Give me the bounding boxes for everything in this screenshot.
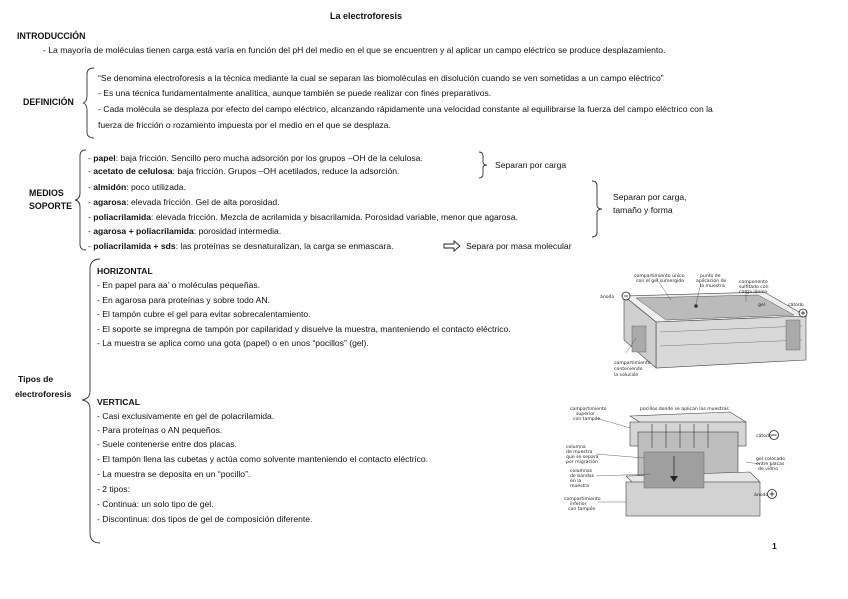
horizontal-electrophoresis-figure: [596, 268, 816, 386]
medio-agarosa-poliacrilamida: - agarosa + poliacrilamida: porosidad intermedia.: [88, 226, 282, 236]
vertical-line-2: - Para proteínas o AN pequeños.: [97, 425, 223, 435]
right-arrow-icon: [443, 240, 461, 252]
horizontal-line-4: - El soporte se impregna de tampón por capilaridad y disuelve la muestra, manteniendo el contacto eléctrico.: [97, 324, 511, 334]
fig-v-gel3: de vidrio: [758, 467, 779, 472]
vertical-electrophoresis-figure: [560, 402, 796, 532]
fig-v-l1c: con tampón: [573, 417, 601, 422]
tipos-label-2: electroforesis: [15, 389, 72, 399]
fig-v-gel2: entre placas: [756, 462, 785, 467]
vertical-heading: VERTICAL: [97, 397, 140, 407]
definicion-line-2: - Es una técnica fundamentalmente analítica, aunque también se puede realizar con fines preparativos.: [98, 88, 492, 98]
vertical-line-1: - Casi exclusivamente en gel de polacrilamida.: [97, 411, 275, 421]
fig-h-bottom1c: la solución: [614, 373, 639, 378]
vertical-line-5: - La muestra se deposita en un “pocillo”.: [97, 469, 251, 479]
vertical-line-7: - Continua: un solo tipo de gel.: [97, 499, 214, 509]
fig-v-l4c: con tampón: [568, 507, 596, 512]
fig-h-top3b: sulfitado con: [739, 285, 769, 290]
horizontal-heading: HORIZONTAL: [97, 266, 153, 276]
fig-v-l2c: que se separa: [566, 455, 599, 460]
fig-h-top2b: aplicación de: [696, 279, 727, 284]
definicion-line-3: - Cada molécula se desplaza por efecto del campo eléctrico, alcanzando rápidamente una velocidad constante al equilibrarse la fuerza del campo eléctrico con la: [98, 104, 713, 114]
fig-h-top1: compartimiento único: [634, 274, 685, 279]
fig-v-l3b: de bandas: [570, 474, 594, 479]
vertical-line-4: - El tampón llena las cubetas y actúa como solvente manteniendo el contacto eléctrico.: [97, 454, 429, 464]
fig-v-catodo: cátodo: [756, 434, 772, 439]
fig-v-anodo: ánodo: [754, 493, 769, 498]
fig-h-bottom1b: conteniendo: [614, 367, 643, 372]
fig-h-top2: punto de: [700, 274, 721, 279]
fig-v-l3: columnas: [570, 469, 593, 474]
fig-v-l3c: en la: [570, 479, 582, 484]
fig-v-top: pocillos donde se aplican las muestras: [640, 407, 729, 412]
fig-v-gel1: gel colocado: [756, 457, 785, 462]
intro-text: - La mayoría de moléculas tienen carga está varía en función del pH del medio en el que se encuentren y al aplicar un campo eléctrico se produce desplazamiento.: [43, 45, 666, 55]
fig-h-bottom1: compartimiento: [614, 361, 651, 366]
tipos-label-1: Tipos de: [18, 374, 54, 384]
group-2-text-2: tamaño y forma: [613, 205, 673, 215]
definicion-label: DEFINICIÓN: [23, 97, 74, 107]
group-2-text-1: Separan por carga,: [613, 192, 687, 202]
horizontal-line-3: - El tampón cubre el gel para evitar sobrecalentamiento.: [97, 309, 311, 319]
group-1-brace: [478, 151, 492, 179]
vertical-line-6: - 2 tipos:: [97, 484, 130, 494]
fig-v-l1: compartimiento: [570, 407, 607, 412]
vertical-line-8: - Discontinua: dos tipos de gel de composición diferente.: [97, 514, 313, 524]
medio-acetato: - acetato de celulosa: baja fricción. Grupos –OH acetilados, reduce la adsorción.: [88, 166, 400, 176]
medios-label-2: SOPORTE: [29, 201, 73, 211]
fig-h-catodo: cátodo: [788, 303, 804, 308]
horizontal-line-5: - La muestra se aplica como una gota (papel) o en unos “pocillos” (gel).: [97, 338, 369, 348]
fig-h-anodo: ánodo: [600, 295, 615, 300]
medios-label-1: MEDIOS: [29, 188, 64, 198]
intro-heading: INTRODUCCIÓN: [17, 31, 86, 41]
fig-h-top3: componente: [739, 280, 768, 285]
medio-poliacrilamida: - poliacrilamida: elevada fricción. Mezcla de acrilamida y bisacrilamida. Porosidad variable, menor que agarosa.: [88, 212, 518, 222]
fig-v-l2b: de muestra: [566, 450, 593, 455]
vertical-line-3: - Suele contenerse entre dos placas.: [97, 439, 237, 449]
fig-v-l4: compartimiento: [564, 497, 601, 502]
horizontal-line-2: - En agarosa para proteínas y sobre todo AN.: [97, 295, 270, 305]
medio-almidon: - almidón: poco utilizada.: [88, 182, 186, 192]
definicion-line-1: “Se denomina electroforesis a la técnica mediante la cual se separan las biomoléculas en disolución cuando se ven sometidas a un campo eléctrico”: [98, 73, 664, 83]
fig-v-l4b: inferior: [570, 502, 587, 507]
fig-h-gel: gel: [758, 303, 766, 308]
fig-h-top2c: la muestra: [700, 284, 725, 289]
fig-v-l2d: por migración: [566, 460, 598, 465]
fig-v-l3d: muestra: [570, 484, 590, 489]
arrow-text: Separa por masa molecular: [466, 241, 572, 251]
medio-poliacrilamida-sds: - poliacrilamida + sds: las proteínas se desnaturalizan, la carga se enmascara.: [88, 241, 394, 251]
page-title: La electroforesis: [330, 11, 403, 21]
fig-h-top3c: carga iónica: [739, 290, 767, 295]
fig-h-top1b: con el gel sumergido: [636, 279, 685, 284]
definicion-brace: [82, 66, 98, 140]
page-number: 1: [772, 541, 777, 551]
fig-v-l2: columna: [566, 445, 586, 450]
group-1-text: Separan por carga: [495, 160, 567, 170]
medio-papel: - papel: baja fricción. Sencillo pero mucha adsorción por los grupos –OH de la celulosa.: [88, 153, 423, 163]
fig-v-l1b: superior: [576, 412, 595, 417]
definicion-line-4: fuerza de fricción o rozamiento impuesta por el medio en el que se desplaza.: [98, 120, 391, 130]
medio-agarosa: - agarosa: elevada fricción. Gel de alta porosidad.: [88, 197, 280, 207]
group-2-brace: [591, 180, 605, 238]
horizontal-line-1: - En papel para aa’ o moléculas pequeñas.: [97, 280, 261, 290]
